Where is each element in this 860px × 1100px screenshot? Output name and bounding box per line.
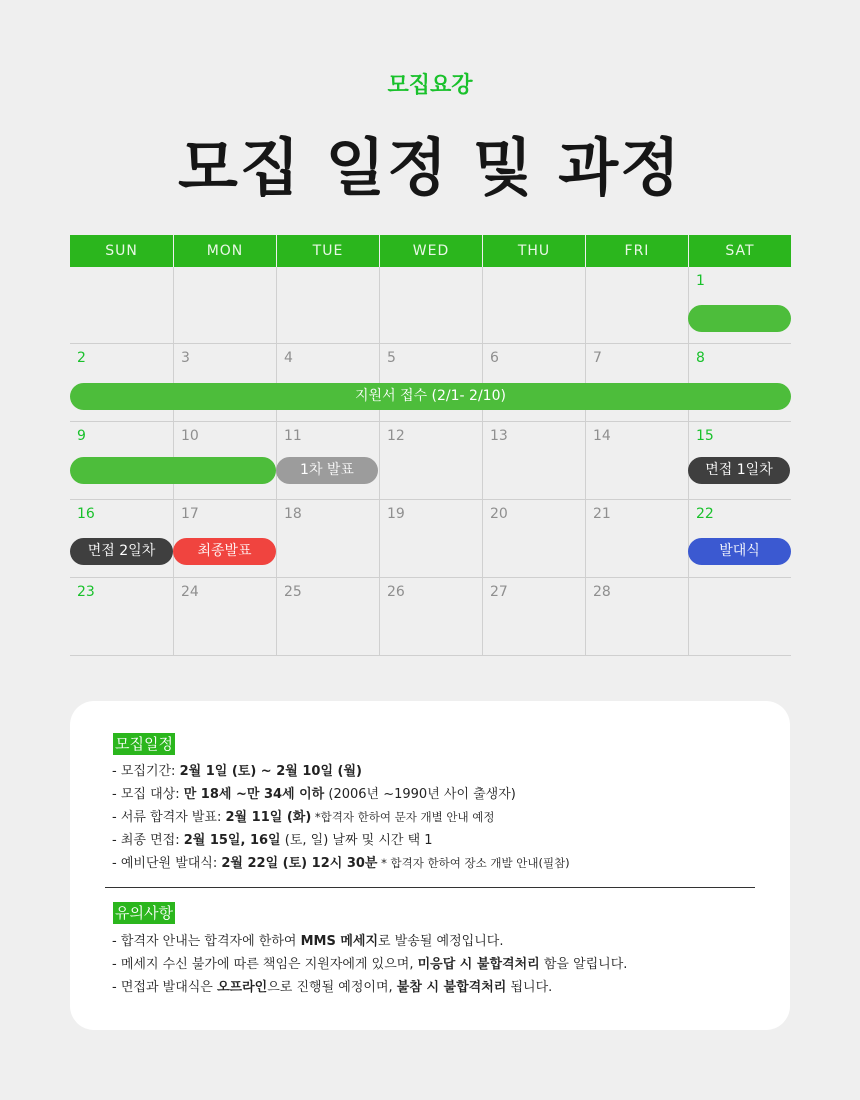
calendar-day: [379, 578, 482, 655]
calendar-day: [688, 578, 791, 655]
day-number: 19: [387, 506, 405, 522]
list-item: - 모집 대상: 만 18세 ~만 34세 이하 (2006년 ~1990년 사이 출생자): [112, 787, 516, 802]
calendar-week-1: [70, 267, 791, 344]
day-number: 12: [387, 428, 405, 444]
application-period-bar-start: [688, 305, 791, 332]
day-number: 26: [387, 584, 405, 600]
calendar-day: [276, 578, 379, 655]
day-number: 14: [593, 428, 611, 444]
day-number: 8: [696, 350, 705, 366]
list-item: - 메세지 수신 불가에 따른 책임은 지원자에게 있으며, 미응답 시 불합격처리 함을 알립니다.: [112, 957, 628, 972]
calendar-weekday-header: [70, 235, 791, 267]
page-title: 모집 일정 및 과정: [178, 131, 682, 204]
calendar-day: [482, 500, 585, 577]
interview-day2-event: 면접 2일차: [70, 538, 173, 565]
calendar-day: [482, 422, 585, 499]
calendar-day: [482, 578, 585, 655]
calendar-day: [379, 267, 482, 343]
day-number: 18: [284, 506, 302, 522]
interview-day1-event: 면접 1일차: [688, 457, 790, 484]
caution-list: [112, 930, 627, 999]
calendar-day: [173, 578, 276, 655]
calendar-day: [173, 267, 276, 343]
list-item: - 면접과 발대식은 오프라인으로 진행될 예정이며, 불참 시 불합격처리 됩니다.: [112, 980, 553, 995]
weekday-wed: WED: [379, 235, 482, 267]
day-number: 15: [696, 428, 714, 444]
schedule-list: [112, 760, 570, 875]
day-number: 23: [77, 584, 95, 600]
calendar-day: [585, 267, 688, 343]
day-number: 11: [284, 428, 302, 444]
calendar-week-3: [70, 422, 791, 500]
day-number: 25: [284, 584, 302, 600]
application-period-bar-end: [70, 457, 276, 484]
calendar-week-2: [70, 344, 791, 422]
day-number: 20: [490, 506, 508, 522]
section-kicker: 모집요강: [387, 73, 473, 98]
calendar-day: [276, 267, 379, 343]
final-result-event: 최종발표: [173, 538, 276, 565]
day-number: 21: [593, 506, 611, 522]
calendar-day: [482, 267, 585, 343]
day-number: 7: [593, 350, 602, 366]
day-number: 22: [696, 506, 714, 522]
day-number: 6: [490, 350, 499, 366]
weekday-mon: MON: [173, 235, 276, 267]
day-number: 27: [490, 584, 508, 600]
calendar-day: [585, 422, 688, 499]
day-number: 16: [77, 506, 95, 522]
ceremony-event: 발대식: [688, 538, 791, 565]
day-number: 28: [593, 584, 611, 600]
calendar-day: [276, 500, 379, 577]
day-number: 1: [696, 273, 705, 289]
weekday-sat: SAT: [688, 235, 791, 267]
notice-card: [70, 701, 790, 1030]
weekday-tue: TUE: [276, 235, 379, 267]
day-number: 3: [181, 350, 190, 366]
weekday-thu: THU: [482, 235, 585, 267]
caution-section-label: 유의사항: [115, 904, 173, 922]
list-item: - 모집기간: 2월 1일 (토) ~ 2월 10일 (월): [112, 764, 362, 779]
list-item: - 최종 면접: 2월 15일, 16일 (토, 일) 날짜 및 시간 택 1: [112, 833, 433, 848]
application-period-bar: 지원서 접수 (2/1- 2/10): [70, 383, 791, 410]
day-number: 24: [181, 584, 199, 600]
calendar-day: [585, 500, 688, 577]
schedule-section-label: 모집일정: [115, 735, 173, 753]
day-number: 2: [77, 350, 86, 366]
first-result-event: 1차 발표: [276, 457, 378, 484]
day-number: 17: [181, 506, 199, 522]
day-number: 10: [181, 428, 199, 444]
calendar-week-5: [70, 578, 791, 656]
calendar-day: [379, 500, 482, 577]
day-number: 4: [284, 350, 293, 366]
weekday-sun: SUN: [105, 243, 138, 259]
calendar-week-4: [70, 500, 791, 578]
day-number: 5: [387, 350, 396, 366]
day-number: 9: [77, 428, 86, 444]
calendar-day: [379, 422, 482, 499]
weekday-fri: FRI: [585, 235, 688, 267]
calendar-day: [585, 578, 688, 655]
day-number: 13: [490, 428, 508, 444]
list-item: - 서류 합격자 발표: 2월 11일 (화) *합격자 한하여 문자 개별 안내 예정: [112, 810, 495, 825]
calendar-day: [70, 267, 173, 343]
list-item: - 예비단원 발대식: 2월 22일 (토) 12시 30분 * 합격자 한하여 장소 개발 안내(필참): [112, 856, 570, 871]
divider: [105, 887, 755, 888]
calendar: [70, 235, 791, 656]
calendar-day: [70, 578, 173, 655]
list-item: - 합격자 안내는 합격자에 한하여 MMS 메세지로 발송될 예정입니다.: [112, 934, 504, 949]
